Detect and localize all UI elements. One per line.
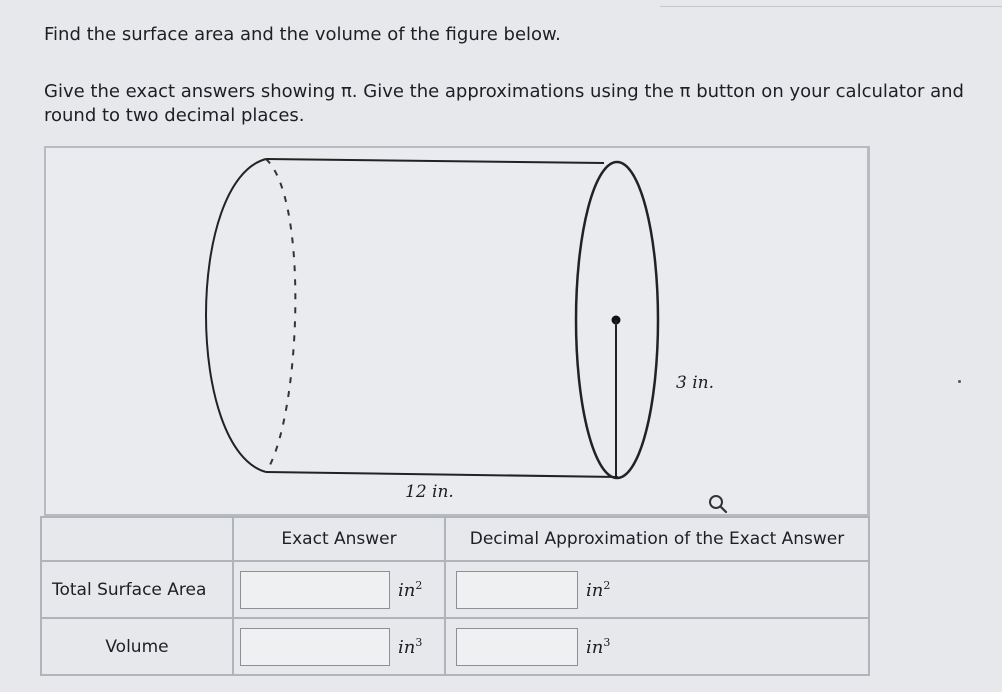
radius-label: 3 in. [676, 373, 715, 393]
cylinder-left-solid-arc [206, 159, 266, 472]
cell-decimal-volume [445, 618, 869, 675]
cylinder-left-hidden-arc [266, 159, 295, 472]
decimal-surface-area-input[interactable] [456, 571, 578, 609]
row-label-surface-area: Total Surface Area [41, 561, 233, 618]
table-row [41, 561, 869, 618]
search-icon[interactable] [706, 492, 730, 516]
question-prompt: Find the surface area and the volume of the figure below. [44, 24, 561, 45]
question-instructions: Give the exact answers showing π. Give the approximations using the π button on your calculator and round to two decimal places. [44, 81, 964, 126]
answer-table [40, 516, 870, 676]
header-exact-answer: Exact Answer [233, 517, 445, 561]
unit-label: $in^3$ [586, 635, 611, 658]
cylinder-top-edge [266, 159, 604, 163]
table-row [41, 618, 869, 675]
table-header-row [41, 517, 869, 561]
unit-label: $in^3$ [398, 635, 423, 658]
cell-exact-surface-area [233, 561, 445, 618]
cylinder-bottom-edge [266, 472, 618, 477]
cell-exact-volume [233, 618, 445, 675]
unit-label: $in^2$ [586, 578, 611, 601]
exact-volume-input[interactable] [240, 628, 390, 666]
cell-decimal-surface-area [445, 561, 869, 618]
height-label: 12 in. [405, 482, 454, 502]
header-blank-cell [41, 517, 233, 561]
exact-surface-area-input[interactable] [240, 571, 390, 609]
unit-label: $in^2$ [398, 578, 423, 601]
stray-dot [958, 380, 961, 383]
row-label-volume: Volume [41, 618, 233, 675]
header-decimal-approx: Decimal Approximation of the Exact Answer [445, 517, 869, 561]
decimal-volume-input[interactable] [456, 628, 578, 666]
